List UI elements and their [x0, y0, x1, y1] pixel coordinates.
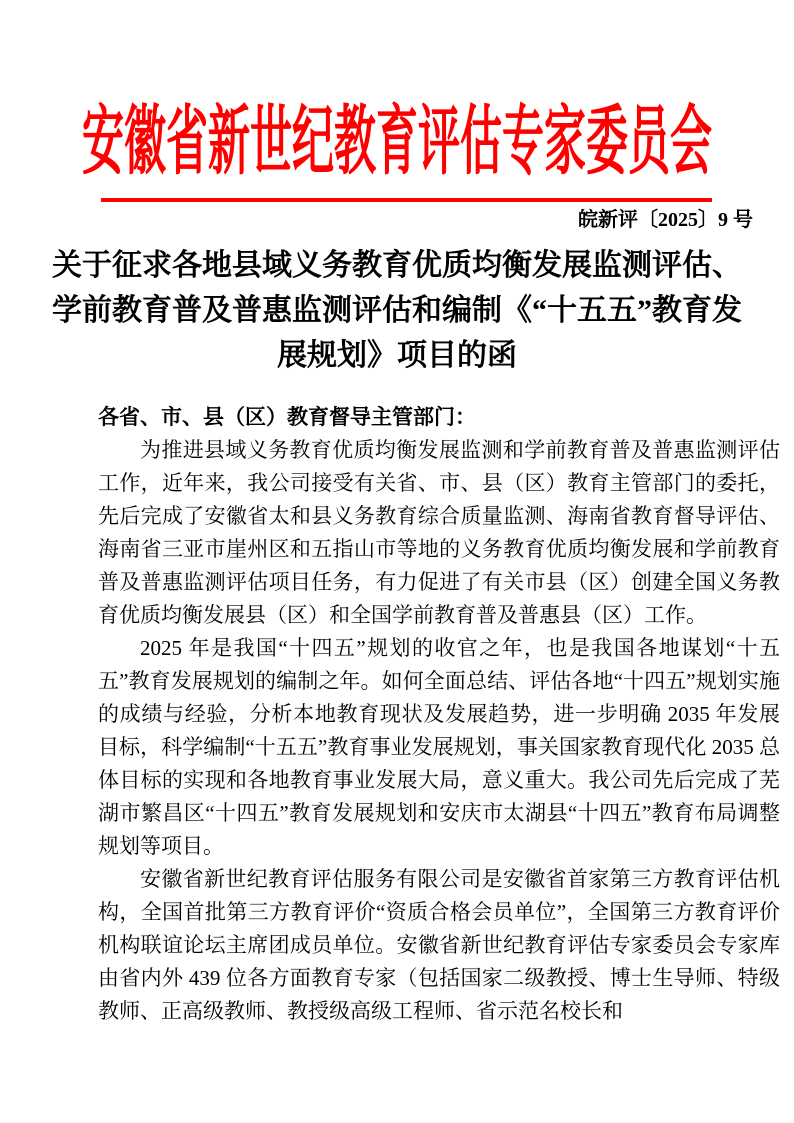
document-number: 皖新评〔2025〕9 号	[578, 209, 753, 231]
document-title-line-1: 关于征求各地县域义务教育优质均衡发展监测评估、	[52, 249, 742, 282]
letterhead-org-name: 安徽省新世纪教育评估专家委员会	[81, 102, 712, 185]
salutation: 各省、市、县（区）教育督导主管部门：	[98, 405, 476, 429]
red-divider-line	[101, 198, 712, 202]
document-title-line-2: 学前教育普及普惠监测评估和编制《“十五五”教育发	[52, 294, 742, 327]
body-paragraph-2: 2025 年是我国“十四五”规划的收官之年，也是我国各地谋划“十五五”教育发展规划的编制之年。如何全面总结、评估各地“十四五”规划实施的成绩与经验，分析本地教育现状及发展趋势，进一步明确 2035 年发展目标，科学编制“十五五”教育事业发展规划，事关国家教育现代化 2035 总体目标的实现和各地教育事业发展大局，意义重大。我公司先后完成了芜湖市繁昌区“十四五”教育发展规划和安庆市太湖县“十四五”教育布局调整规划等项目。	[98, 636, 780, 858]
letter-body	[98, 401, 780, 1028]
document-title	[0, 243, 794, 378]
body-paragraph-3: 安徽省新世纪教育评估服务有限公司是安徽省首家第三方教育评估机构，全国首批第三方教育评价“资质合格会员单位”，全国第三方教育评价机构联谊论坛主席团成员单位。安徽省新世纪教育评估专家委员会专家库由省内外 439 位各方面教育专家（包括国家二级教授、博士生导师、特级教师、正高级教师、教授级高级工程师、省示范名校长和	[98, 867, 780, 1023]
document-title-line-3: 展规划》项目的函	[277, 339, 517, 372]
body-paragraph-1: 为推进县域义务教育优质均衡发展监测和学前教育普及普惠监测评估工作，近年来，我公司接受有关省、市、县（区）教育主管部门的委托，先后完成了安徽省太和县义务教育综合质量监测、海南省教育督导评估、海南省三亚市崖州区和五指山市等地的义务教育优质均衡发展和学前教育普及普惠监测评估项目任务，有力促进了有关市县（区）创建全国义务教育优质均衡发展县（区）和全国学前教育普及普惠县（区）工作。	[98, 438, 780, 627]
